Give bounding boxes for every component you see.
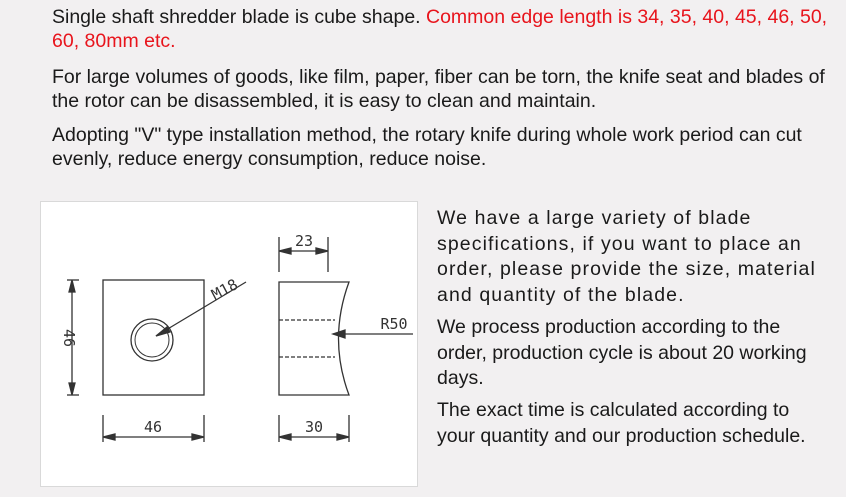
- radius-dim-label: R50: [380, 315, 408, 333]
- blade-technical-drawing: [40, 201, 418, 487]
- top-dim-label: 23: [294, 232, 314, 250]
- intro-paragraph-2: For large volumes of goods, like film, paper, fiber can be torn, the knife seat and blades of the rotor can be disassembled, it is easy to clean and maintain.: [52, 66, 825, 112]
- side-paragraph-3: The exact time is calculated according to your quantity and our production schedule.: [437, 399, 806, 447]
- bottom-dim-label: 30: [304, 418, 324, 436]
- bolt-hole-circle: [131, 319, 173, 361]
- side-paragraph-2: We process production according to the order, production cycle is about 20 working days.: [437, 316, 807, 389]
- front-view-square: [103, 280, 204, 395]
- hole-dim-label: M18: [208, 275, 241, 304]
- intro-paragraph-3: Adopting "V" type installation method, the rotary knife during whole work period can cut evenly, reduce energy consumption, reduce noise.: [52, 124, 802, 170]
- bolt-hole-inner: [135, 323, 169, 357]
- intro-paragraph-1: [52, 5, 832, 53]
- intro-text-black: Single shaft shredder blade is cube shape.: [52, 6, 426, 28]
- side-paragraph-1: We have a large variety of blade specifications, if you want to place an order, please provide the size, material and quantity of the blade.: [437, 207, 816, 306]
- side-view-profile: [279, 282, 349, 395]
- intro-text-red: Common edge length is 34, 35, 40, 45, 46, 50, 60, 80mm etc.: [52, 6, 828, 52]
- height-dim-label: 46: [60, 328, 78, 348]
- blade-drawing-svg: [41, 202, 417, 486]
- width-dim-label: 46: [143, 418, 163, 436]
